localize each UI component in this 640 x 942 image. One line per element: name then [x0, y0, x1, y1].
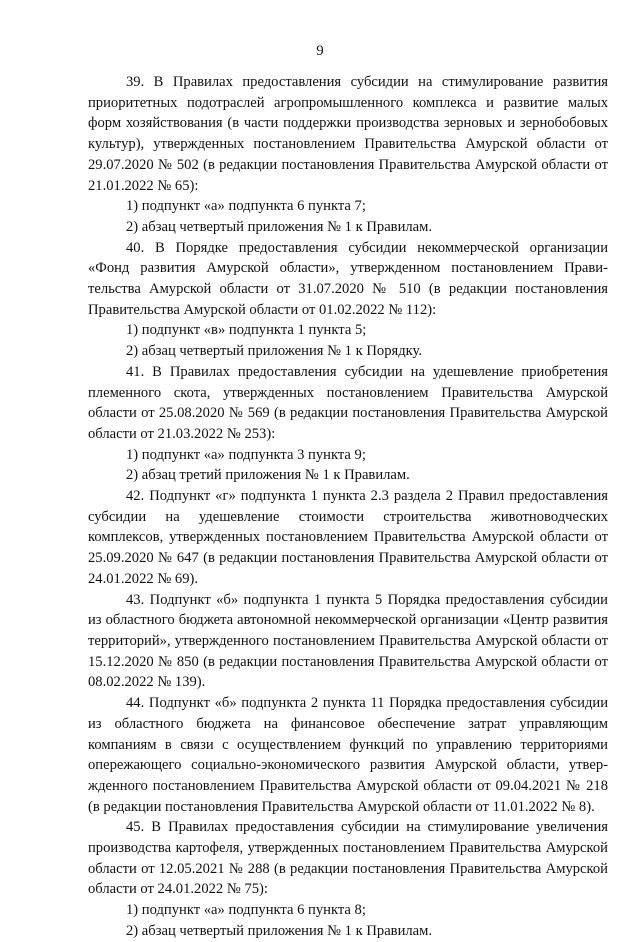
list-item: 2) абзац четвертый приложения № 1 к Порядку.: [126, 343, 423, 360]
document-body: [88, 72, 608, 942]
paragraph-42: 42. Подпункт «г» подпункта 1 пункта 2.3 раздела 2 Правил предоставления субсидии на удешевление стоимости строительства животноводческих комплексов, утвержденных постановлением Правительства Амурской области от 25.09.2020 № 647 (в редакции постановления Правительства Амурской области от 24.01.2022 № 69).: [88, 488, 608, 587]
list-item: 1) подпункт «а» подпункта 6 пункта 7;: [126, 198, 366, 215]
paragraph-44: 44. Подпункт «б» подпункта 2 пункта 11 Порядка предоставления субсидии из областного бюджета на финансовое обеспечение затрат управляющим компаниям в связи с осуществлением функций по управлению территориями опережающего социально-экономического развития Амурской области, утвержденного постановлением Правительства Амурской области от 09.04.2021 № 218 (в редакции постановления Правительства Амурской области от 11.01.2022 № 8).: [88, 695, 608, 815]
paragraph-39: 39. В Правилах предоставления субсидии на стимулирование развития приоритетных подотраслей агропромышленного комплекса и развитие малых форм хозяйствования (в части поддержки производства зерновых и зернобобовых культур), утвержденных постановлением Правительства Амурской области от 29.07.2020 № 502 (в редакции постановления Правительства Амурской области от 21.01.2022 № 65):: [88, 74, 608, 194]
list-item: 1) подпункт «в» подпункта 1 пункта 5;: [126, 322, 367, 339]
list-item: 2) абзац четвертый приложения № 1 к Правилам.: [126, 218, 433, 235]
list-item: 2) абзац третий приложения № 1 к Правилам.: [126, 467, 410, 484]
list-item: 1) подпункт «а» подпункта 6 пункта 8;: [126, 902, 366, 919]
list-item: 2) абзац четвертый приложения № 1 к Правилам.: [126, 922, 433, 939]
page-number: 9: [316, 43, 324, 59]
paragraph-40: 40. В Порядке предоставления субсидии некоммерческой организации «Фонд развития Амурской области», утвержденном постановлением Правительства Амурской области от 31.07.2020 № 510 (в редакции постановления Правительства Амурской области от 01.02.2022 № 112):: [88, 239, 608, 318]
list-item: 1) подпункт «а» подпункта 3 пункта 9;: [126, 446, 366, 463]
paragraph-41: 41. В Правилах предоставления субсидии на удешевление приобретения племенного скота, утвержденных постановлением Правительства Амурской области от 25.08.2020 № 569 (в редакции постановления Правительства Амурской области от 21.03.2022 № 253):: [88, 363, 608, 442]
paragraph-45: 45. В Правилах предоставления субсидии на стимулирование увеличения производства картофеля, утвержденных постановлением Правительства Амурской области от 12.05.2021 № 288 (в редакции постановления Правительства Амурской области от 24.01.2022 № 75):: [88, 819, 608, 898]
paragraph-43: 43. Подпункт «б» подпункта 1 пункта 5 Порядка предоставления субсидии из областного бюджета автономной некоммерческой организации «Центр развития территорий», утвержденного постановлением Правительства Амурской области от 15.12.2020 № 850 (в редакции постановления Правительства Амурской области от 08.02.2022 № 139).: [88, 591, 608, 691]
